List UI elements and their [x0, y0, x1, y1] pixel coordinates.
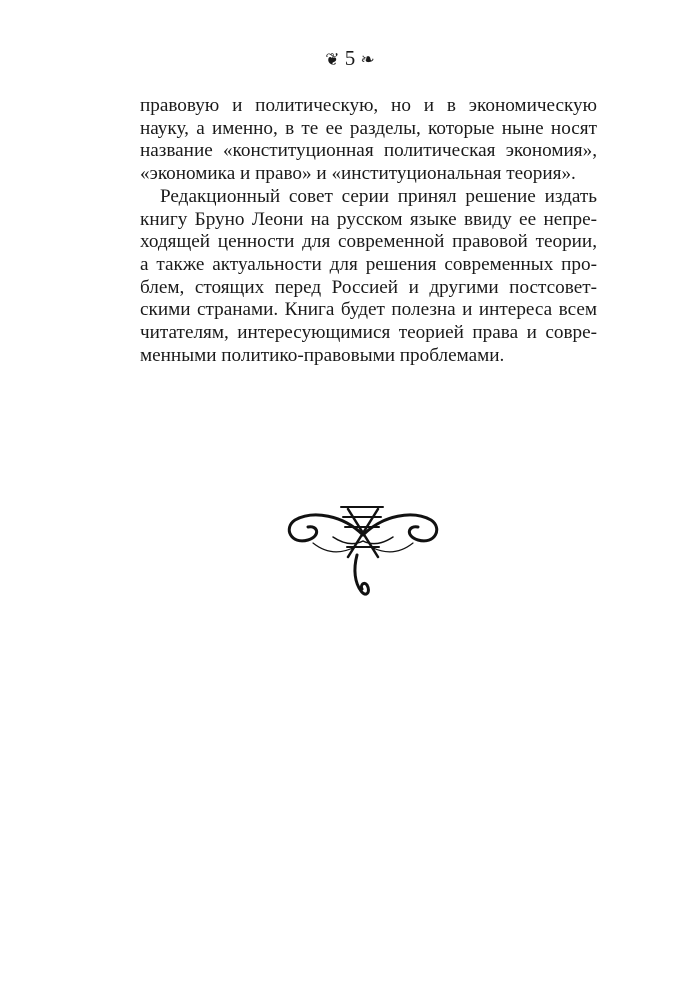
text-line: Редакционный совет серии принял решение издать	[160, 185, 597, 207]
text-line: «экономика и право» и «институциональная теория».	[140, 163, 576, 185]
paragraph-1	[140, 95, 597, 186]
text-line: скими странами. Книга будет полезна и интереса всем	[140, 299, 597, 321]
page-number: 5	[344, 46, 356, 70]
text-line: книгу Бруно Леони на русском языке ввиду ее непре-	[140, 208, 597, 230]
right-flourish-icon: ❧	[360, 50, 375, 69]
paragraph-2	[140, 186, 597, 368]
text-line: менными политико-правовыми проблемами.	[140, 344, 505, 366]
page-header	[0, 46, 700, 71]
calligraphic-ornament-icon	[283, 495, 443, 605]
text-line: название «конституционная политическая экономия»,	[140, 140, 597, 162]
text-line: а также актуальности для решения современных про-	[140, 253, 597, 275]
text-line: науку, а именно, в те ее разделы, которые ныне носят	[140, 117, 597, 139]
text-line: правовую и политическую, но и в экономическую	[140, 95, 597, 116]
text-line: блем, стоящих перед Россией и другими постсовет-	[140, 276, 597, 298]
text-line: читателям, интересующимися теорией права и совре-	[140, 322, 597, 344]
body-text	[140, 95, 597, 367]
left-flourish-icon: ❦	[325, 50, 340, 69]
text-line: ходящей ценности для современной правовой теории,	[140, 231, 597, 253]
